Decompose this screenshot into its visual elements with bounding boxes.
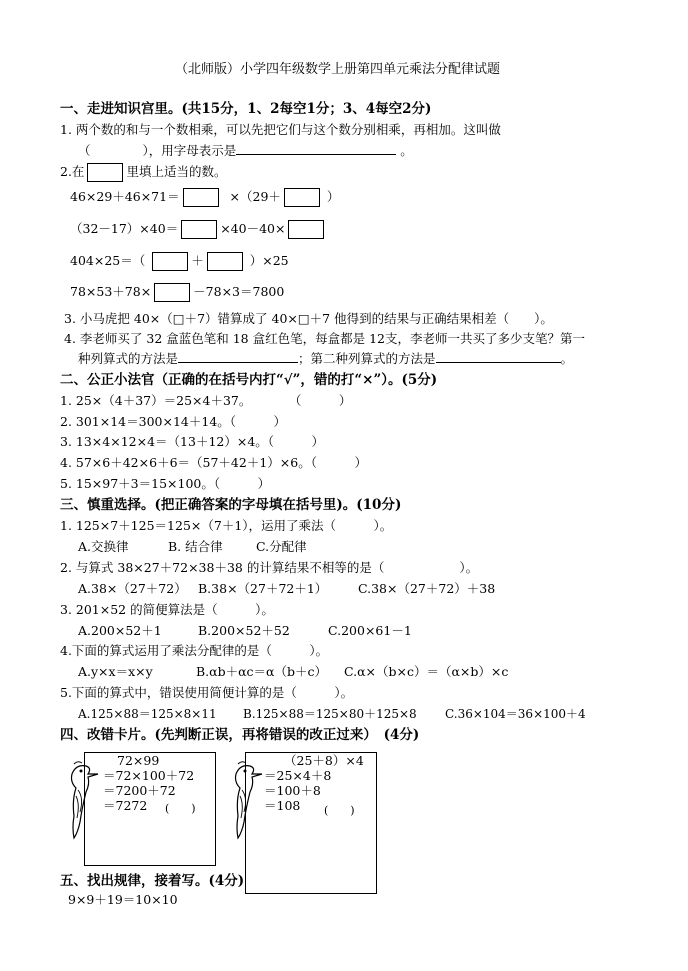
- s1-q2-expr4: 78×53＋78× －78×3＝7800: [70, 283, 284, 302]
- s3-q5-options: [78, 706, 586, 722]
- option-b[interactable]: B.200×52＋52: [198, 623, 290, 638]
- s2-item: 2. 301×14＝300×14＋14。（ ）: [60, 414, 287, 429]
- s1-q2-intro: 2.在 里填上适当的数。: [60, 163, 226, 182]
- s2-item: 1. 25×（4＋37）＝25×4＋37。 （ ）: [60, 393, 352, 408]
- option-b[interactable]: B.125×88＝125×80＋125×8: [243, 707, 417, 721]
- answer-box[interactable]: [154, 283, 190, 302]
- s3-q2-options: [78, 581, 495, 597]
- answer-box[interactable]: [181, 220, 217, 239]
- answer-box[interactable]: [183, 188, 219, 207]
- method1-blank[interactable]: [178, 362, 298, 363]
- option-a[interactable]: A.y×x＝x×y: [78, 664, 153, 679]
- section-3-heading: 三、慎重选择。(把正确答案的字母填在括号里)。(10分): [60, 497, 402, 513]
- s3-q3: 3. 201×52 的简便算法是（ ）。: [60, 602, 274, 617]
- option-c[interactable]: C.36×104＝36×100＋4: [445, 707, 586, 721]
- s1-q2-expr2: （32－17）×40＝ ×40－40×: [70, 220, 327, 239]
- s1-q4-line1: 4. 李老师买了 32 盒蓝色笔和 18 盒红色笔，每盒都是 12支，李老师一共买了多少支笔？第一: [64, 331, 585, 346]
- s1-q1-line1: 1. 两个数的和与一个数相乘，可以先把它们与这个数分别相乘，再相加。这叫做: [60, 122, 501, 137]
- s3-q4: 4.下面的算式运用了乘法分配律的是（ ）。: [60, 643, 329, 658]
- formula-blank[interactable]: [236, 154, 396, 155]
- option-a[interactable]: A.交换律: [78, 539, 129, 554]
- option-c[interactable]: C.38×（27＋72）＋38: [358, 581, 496, 596]
- s3-q4-options: [78, 664, 508, 680]
- judgement-paren[interactable]: ( ): [324, 804, 355, 817]
- option-b[interactable]: B. 结合律: [168, 539, 223, 554]
- s3-q5: 5.下面的算式中，错误使用简便计算的是（ ）。: [60, 685, 354, 700]
- answer-box[interactable]: [284, 188, 320, 207]
- s1-q3: 3. 小马虎把 40×（□＋7）错算成了 40×□＋7 他得到的结果与正确结果相差（ ）。: [64, 311, 553, 326]
- s3-q3-options: [78, 623, 412, 639]
- section-1-heading: 一、走进知识宫里。(共15分，1、2每空1分；3、4每空2分): [60, 101, 432, 117]
- answer-box[interactable]: [152, 252, 188, 271]
- answer-box[interactable]: [288, 220, 324, 239]
- option-a[interactable]: A.38×（27＋72）: [78, 581, 187, 596]
- card-line: 72×99: [117, 753, 160, 768]
- option-c[interactable]: C.200×61－1: [328, 623, 412, 638]
- card-line: ＝25×4＋8: [264, 768, 332, 783]
- correction-card-2: [245, 752, 377, 894]
- option-c[interactable]: C.α×（b×c）＝（α×b）×c: [344, 664, 509, 679]
- section-2-heading: 二、公正小法官（正确的在括号内打“√”，错的打“×”）。(5分): [60, 372, 438, 388]
- s2-item: 5. 15×97＋3＝15×100。（ ）: [60, 476, 271, 491]
- option-a[interactable]: A.125×88＝125×8×11: [78, 707, 217, 721]
- s1-q2-expr3: 404×25＝（ ＋ ）×25: [70, 252, 289, 271]
- s1-q2-expr1: 46×29＋46×71＝ ×（29＋ ）: [70, 188, 339, 207]
- s1-q4-line2: 种列算式的方法是 ；第二种列算式的方法是 。: [78, 351, 574, 366]
- s2-item: 4. 57×6＋42×6＋6＝（57＋42＋1）×6。（ ）: [60, 455, 367, 470]
- answer-box[interactable]: [207, 252, 243, 271]
- card-line: ＝7200＋72: [103, 783, 176, 798]
- s3-q1-options: [78, 539, 307, 555]
- option-b[interactable]: B.38×（27＋72＋1）: [198, 581, 328, 596]
- card-line: （25＋8）×4: [284, 753, 364, 768]
- s3-q2: 2. 与算式 38×27＋72×38＋38 的计算结果不相等的是（ ）。: [60, 560, 479, 575]
- answer-box[interactable]: [87, 163, 123, 182]
- section-5-heading: 五、找出规律，接着写。(4分): [60, 873, 245, 889]
- section-4-heading: 四、改错卡片。(先判断正误，再将错误的改正过来） (4分): [60, 727, 420, 743]
- s3-q1: 1. 125×7＋125＝125×（7＋1），运用了乘法（ ）。: [60, 518, 393, 533]
- s1-q1-line2: （ ），用字母表示是 。: [78, 143, 413, 158]
- page-title: （北师版）小学四年级数学上册第四单元乘法分配律试题: [175, 62, 501, 77]
- card-line: ＝72×100＋72: [103, 768, 195, 783]
- s5-pattern-line: 9×9＋19＝10×10: [68, 892, 178, 907]
- card-line: ＝7272: [103, 798, 148, 813]
- correction-card-1: [84, 752, 216, 866]
- card-line: ＝108: [264, 798, 301, 813]
- option-c[interactable]: C.分配律: [256, 539, 307, 554]
- option-a[interactable]: A.200×52＋1: [78, 623, 162, 638]
- judgement-paren[interactable]: ( ): [165, 802, 196, 815]
- option-b[interactable]: B.αb＋αc＝α（b＋c）: [196, 664, 327, 679]
- method2-blank[interactable]: [436, 362, 561, 363]
- s2-item: 3. 13×4×12×4＝（13＋12）×4。（ ）: [60, 434, 325, 449]
- card-line: ＝100＋8: [264, 783, 321, 798]
